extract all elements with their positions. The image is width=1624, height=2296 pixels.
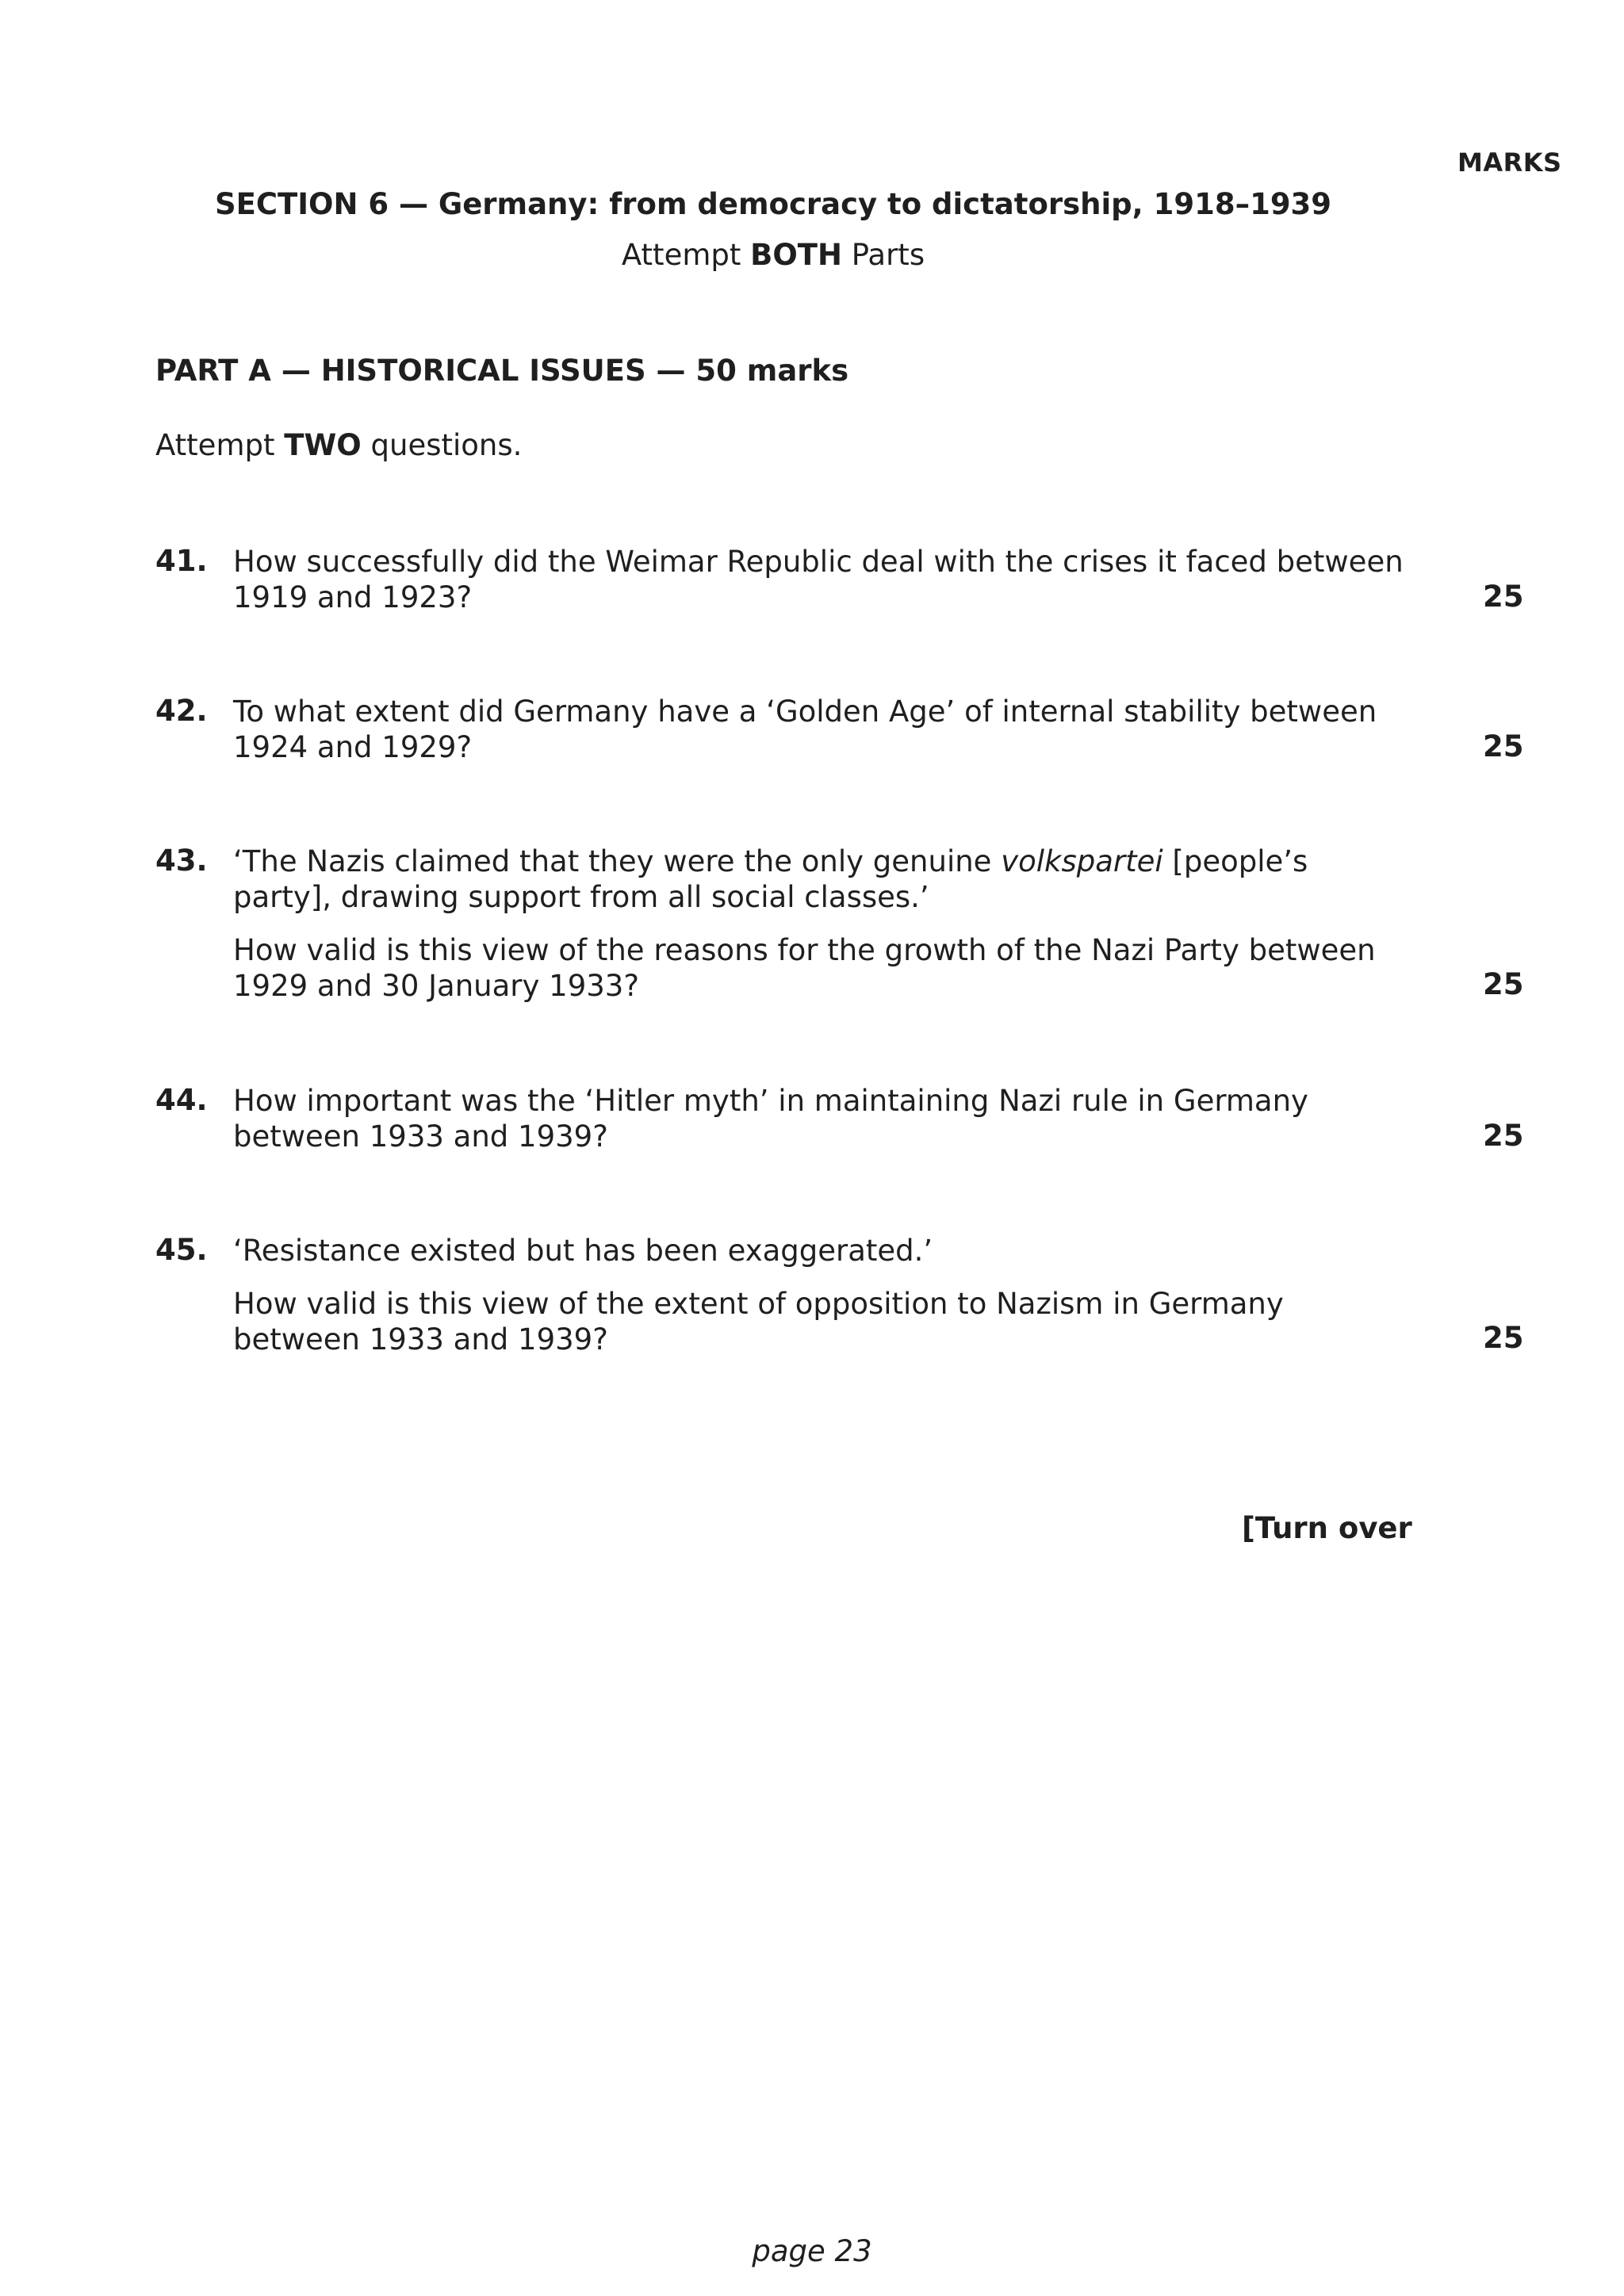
question-prompt: To what extent did Germany have a ‘Golden Age’ of internal stability between 1924 and 1929? <box>233 695 1377 764</box>
question-marks: 25 <box>1483 1119 1524 1153</box>
part-instruction-prefix: Attempt <box>155 428 285 462</box>
section-instruction-suffix: Parts <box>842 238 925 272</box>
question-number: 41. <box>155 544 208 578</box>
section-instruction <box>0 238 1546 272</box>
question-marks: 25 <box>1483 967 1524 1001</box>
question-text <box>233 1233 1407 1357</box>
question-quote <box>233 844 1407 915</box>
section-instruction-prefix: Attempt <box>621 238 751 272</box>
question-prompt: How valid is this view of the reasons for the growth of the Nazi Party between 1929 and 30 January 1933? <box>233 933 1376 1003</box>
marks-column-header: MARKS <box>1457 147 1562 178</box>
question-marks: 25 <box>1483 729 1524 763</box>
part-heading: PART A — HISTORICAL ISSUES — 50 marks <box>155 354 849 388</box>
question-prompt: How successfully did the Weimar Republic deal with the crises it faced between 1919 and 1923? <box>233 545 1404 614</box>
question-prompt: How important was the ‘Hitler myth’ in maintaining Nazi rule in Germany between 1933 and 1939? <box>233 1084 1308 1154</box>
question-number: 44. <box>155 1083 208 1117</box>
question-text <box>233 1083 1407 1154</box>
question-number: 42. <box>155 694 208 728</box>
question-text <box>233 844 1407 1004</box>
part-instruction-suffix: questions. <box>361 428 523 462</box>
page-number: page 23 <box>752 2234 872 2268</box>
question-number: 43. <box>155 844 208 878</box>
part-instruction <box>155 428 522 462</box>
question-marks: 25 <box>1483 580 1524 614</box>
question-text <box>233 694 1407 765</box>
question-prompt: How valid is this view of the extent of opposition to Nazism in Germany between 1933 and 1939? <box>233 1287 1284 1357</box>
turn-over-note: [Turn over <box>1242 1511 1412 1545</box>
question-number: 45. <box>155 1233 208 1267</box>
question-quote: ‘Resistance existed but has been exaggerated.’ <box>233 1234 933 1268</box>
part-instruction-emphasis: TWO <box>284 428 362 462</box>
quote-italic-term: volkspartei <box>1001 844 1163 878</box>
question-text <box>233 544 1407 615</box>
section-title: SECTION 6 — Germany: from democracy to dictatorship, 1918–1939 <box>214 187 1332 221</box>
question-marks: 25 <box>1483 1321 1524 1355</box>
section-instruction-emphasis: BOTH <box>750 238 843 272</box>
quote-part: [people’s party], drawing support from all social classes.’ <box>233 844 1308 914</box>
quote-part: ‘The Nazis claimed that they were the only genuine <box>233 844 1002 878</box>
